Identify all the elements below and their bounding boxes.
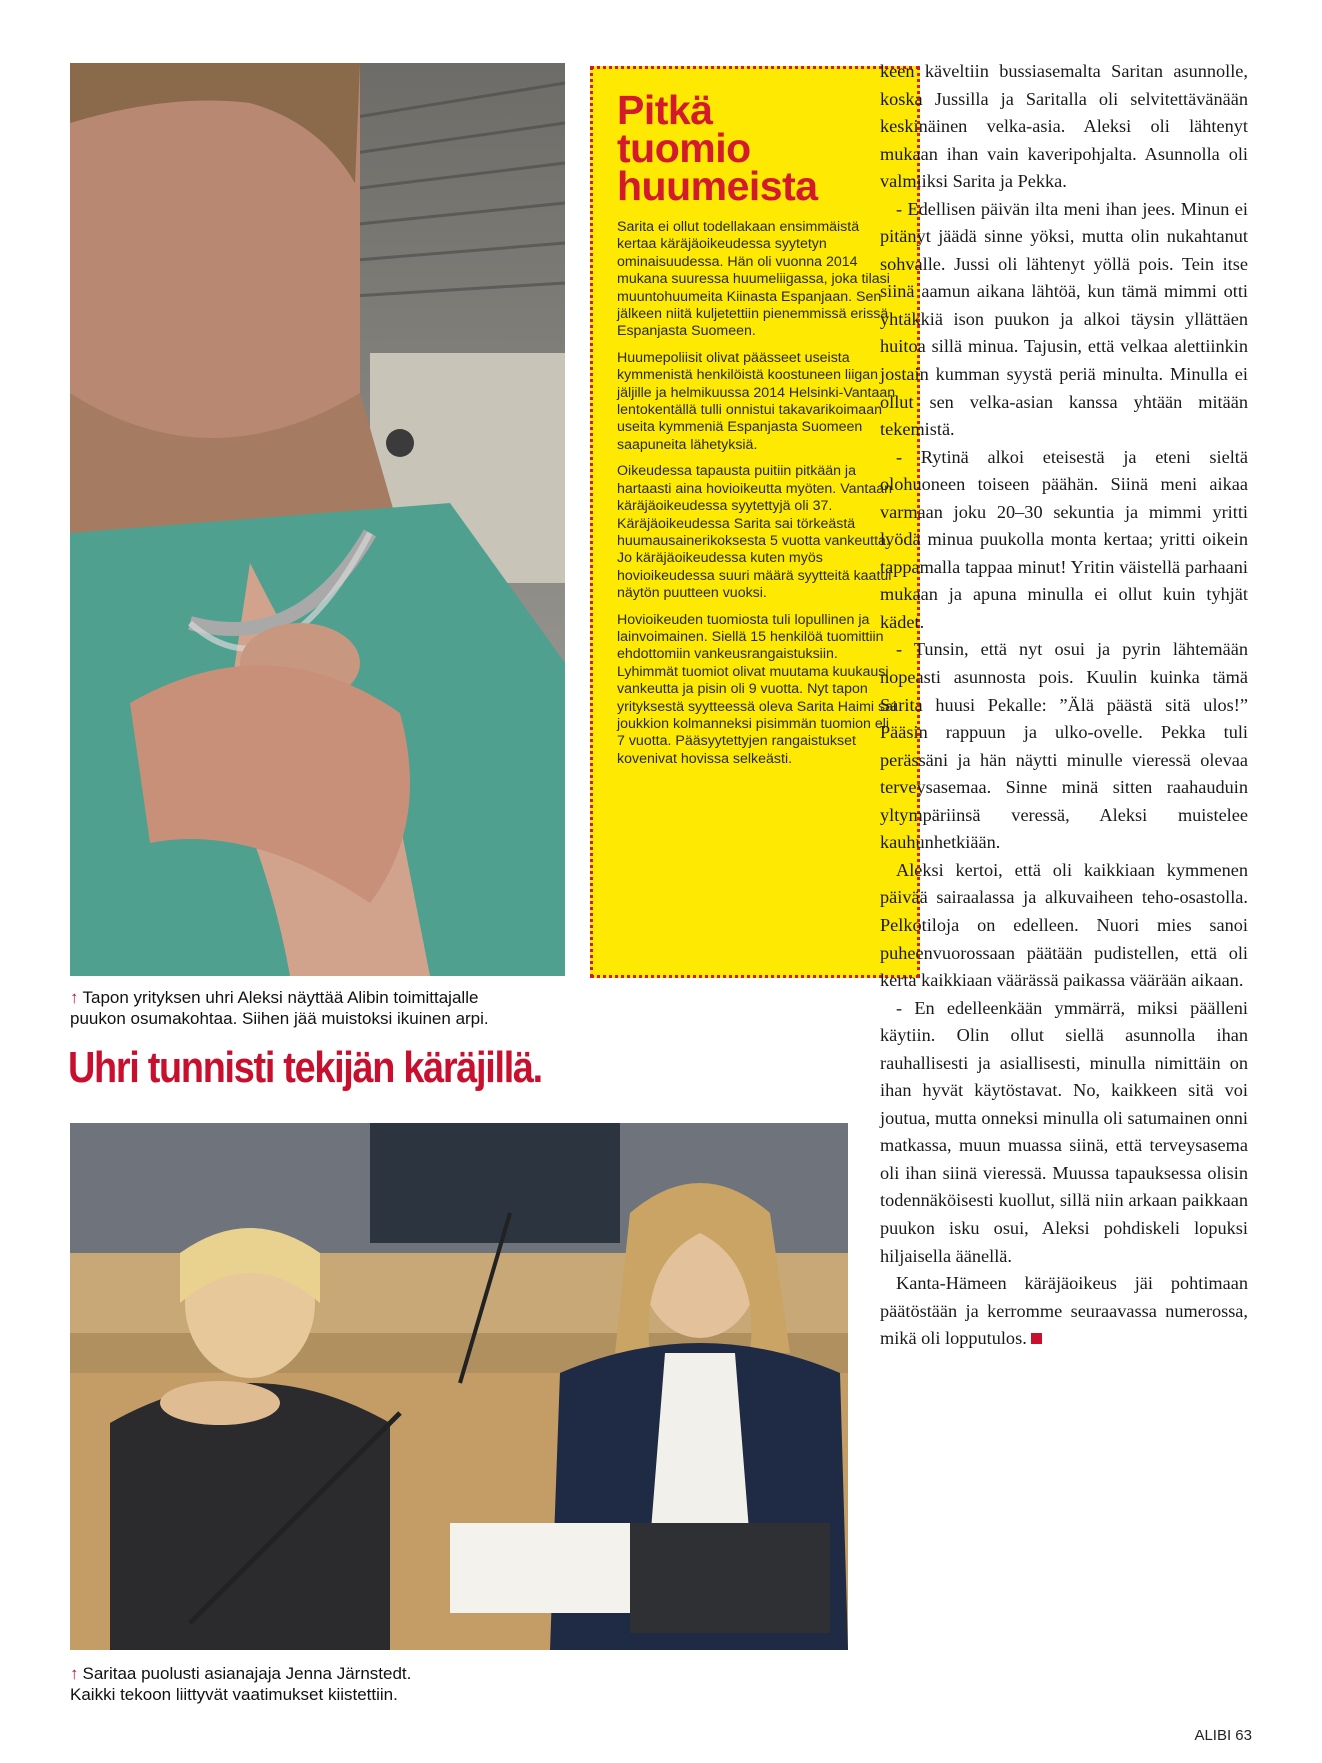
sidebar-title	[617, 87, 897, 209]
photo-courtroom	[70, 1123, 848, 1650]
sidebar-box	[590, 66, 920, 978]
photo-victim-illustration	[70, 63, 565, 976]
arrow-up-icon: ↑	[70, 1664, 79, 1683]
caption-text: Kaikki tekoon liittyvät vaatimukset kiistettiin.	[70, 1685, 398, 1704]
sidebar-title-line: huumeista	[617, 163, 818, 209]
article-headline: Uhri tunnisti tekijän käräjillä.	[68, 1043, 542, 1092]
caption-text: Saritaa puolusti asianajaja Jenna Järnstedt.	[82, 1664, 412, 1683]
body-paragraph-text: Kanta-Hämeen käräjäoikeus jäi pohtimaan päätöstään ja kerromme seuraavassa numerossa, mikä oli lopputulos.	[880, 1273, 1248, 1349]
caption-bottom-photo	[70, 1663, 590, 1705]
body-paragraph: keen käveltiin bussiasemalta Saritan asunnolle, koska Jussilla ja Saritalla oli selvitettävänään keskinäinen velka-asia. Aleksi oli lähtenyt mukaan ihan vain kaveripohjalta. Asunnolla oli valmiiksi Sarita ja Pekka.	[880, 61, 1248, 192]
page-footer: ALIBI 63	[1194, 1727, 1252, 1744]
sidebar-title-line: Pitkä	[617, 87, 713, 133]
body-paragraph: - En edelleenkään ymmärrä, miksi päälleni käytiin. Olin ollut siellä asunnolla ihan rauhallisesti ja asiallisesti, minulla nimittäin on ihan hyvät käytöstavat. No, kaikkeen sitä voi joutua, mutta onneksi minulla oli satumainen onni matkassa, muun muassa siinä, että terveysasema oli ihan siinä vieressä. Muussa tapauksessa olisin todennäköisesti kuollut, sillä niin arkaan paikkaan puukon isku osui, Aleksi pohdiskeli lopuksi hiljaisella äänellä.	[880, 997, 1248, 1266]
sidebar-paragraph: Hovioikeuden tuomiosta tuli lopullinen ja lainvoimainen. Siellä 15 henkilöä tuomittiin ehdottomiin vankeusrangaistuksiin. Lyhimmät tuomiot olivat muutama kuukausi vankeutta ja pisin oli 9 vuotta. Nyt tapon yrityksestä syytteessä oleva Sarita Haimi sai joukkion kolmanneksi pisimmän tuomion eli 7 vuotta. Pääsyytettyjen rangaistukset kovenivat hovissa selkeästi.	[617, 611, 897, 767]
caption-top-photo	[70, 987, 590, 1029]
body-paragraph: - Rytinä alkoi eteisestä ja eteni sieltä olohuoneen toiseen päähän. Siinä meni aikaa varmaan joku 20–30 sekuntia ja mimmi yritti lyödä minua puukolla monta kertaa; yritti oikein tappamalla tappaa minut! Yritin väistellä parhaani mukaan ja apuna minulla ei ollut kuin tyhjät kädet.	[880, 446, 1248, 632]
end-square-icon	[1031, 1333, 1042, 1344]
sidebar-paragraph: Sarita ei ollut todellakaan ensimmäistä kertaa käräjäoikeudessa syytetyn ominaisuudessa. Hän oli vuonna 2014 mukana suuressa huumeliigassa, joka tilasi muuntohuumeita Kiinasta Espanjaan. Sen jälkeen niitä kuljetettiin pienemmissä erissä Espanjasta Suomeen.	[617, 219, 890, 340]
photo-courtroom-illustration	[70, 1123, 848, 1650]
caption-text: Tapon yrityksen uhri Aleksi näyttää Alibin toimittajalle	[82, 988, 479, 1007]
photo-victim-wound	[70, 63, 565, 976]
sidebar-paragraph: Huumepoliisit olivat päässeet useista kymmenistä henkilöistä koostuneen liigan jäljille ja helmikuussa 2014 Helsinki-Vantaan lentokentällä tulli onnistui takavarikoimaan useita kymmeniä Espanjasta Suomeen saapuneita lähetyksiä.	[617, 349, 896, 453]
body-paragraph: - Edellisen päivän ilta meni ihan jees. Minun ei pitänyt jäädä sinne yöksi, mutta olin nukahtanut sohvalle. Jussi oli lähtenyt yöllä pois. Tein itse siinä aamun aikana lähtöä, kun tämä mimmi otti yhtäkkiä ison puukon ja alkoi täysin yllättäen huitoa sillä minua. Tajusin, että velkaa alettiinkin jostain kumman syystä periä minulta. Minulla ei ollut sen velka-asian kanssa yhtään mitään tekemistä.	[880, 198, 1248, 440]
body-paragraph: Aleksi kertoi, että oli kaikkiaan kymmenen päivää sairaalassa ja alkuvaiheen teho-osastolla. Pelkotiloja on edelleen. Nuori mies sanoi puheenvuorossaan päätään pudistellen, että oli kerta kaikkiaan väärässä paikassa väärään aikaan.	[880, 859, 1248, 991]
arrow-up-icon: ↑	[70, 988, 79, 1007]
caption-text: puukon osumakohtaa. Siihen jää muistoksi ikuinen arpi.	[70, 1009, 489, 1028]
sidebar-paragraph: Oikeudessa tapausta puitiin pitkään ja hartaasti aina hovioikeutta myöten. Vantaan käräjäoikeudessa syytettyjä oli 37. Käräjäoikeudessa Sarita sai törkeästä huumausainerikoksesta 5 vuotta vankeutta. Jo käräjäoikeudessa kuten myös hovioikeudessa suuri määrä syytteitä kaatui näytön puutteen vuoksi.	[617, 463, 892, 602]
article-body	[880, 58, 1248, 1353]
sidebar-title-line: tuomio	[617, 125, 751, 171]
body-paragraph: - Tunsin, että nyt osui ja pyrin lähtemään nopeasti asunnosta pois. Kuulin kuinka tämä Sarita huusi Pekalle: ”Älä päästä sitä ulos!” Pääsin rappuun ja ulko-ovelle. Pekka tuli perässäni ja hän näytti minulle vieressä olevaa terveysasemaa. Sinne minä sitten raahauduin yltympäriinsä veressä, Aleksi muistelee kauhunhetkiään.	[880, 639, 1248, 853]
body-paragraph-last	[880, 1270, 1248, 1353]
